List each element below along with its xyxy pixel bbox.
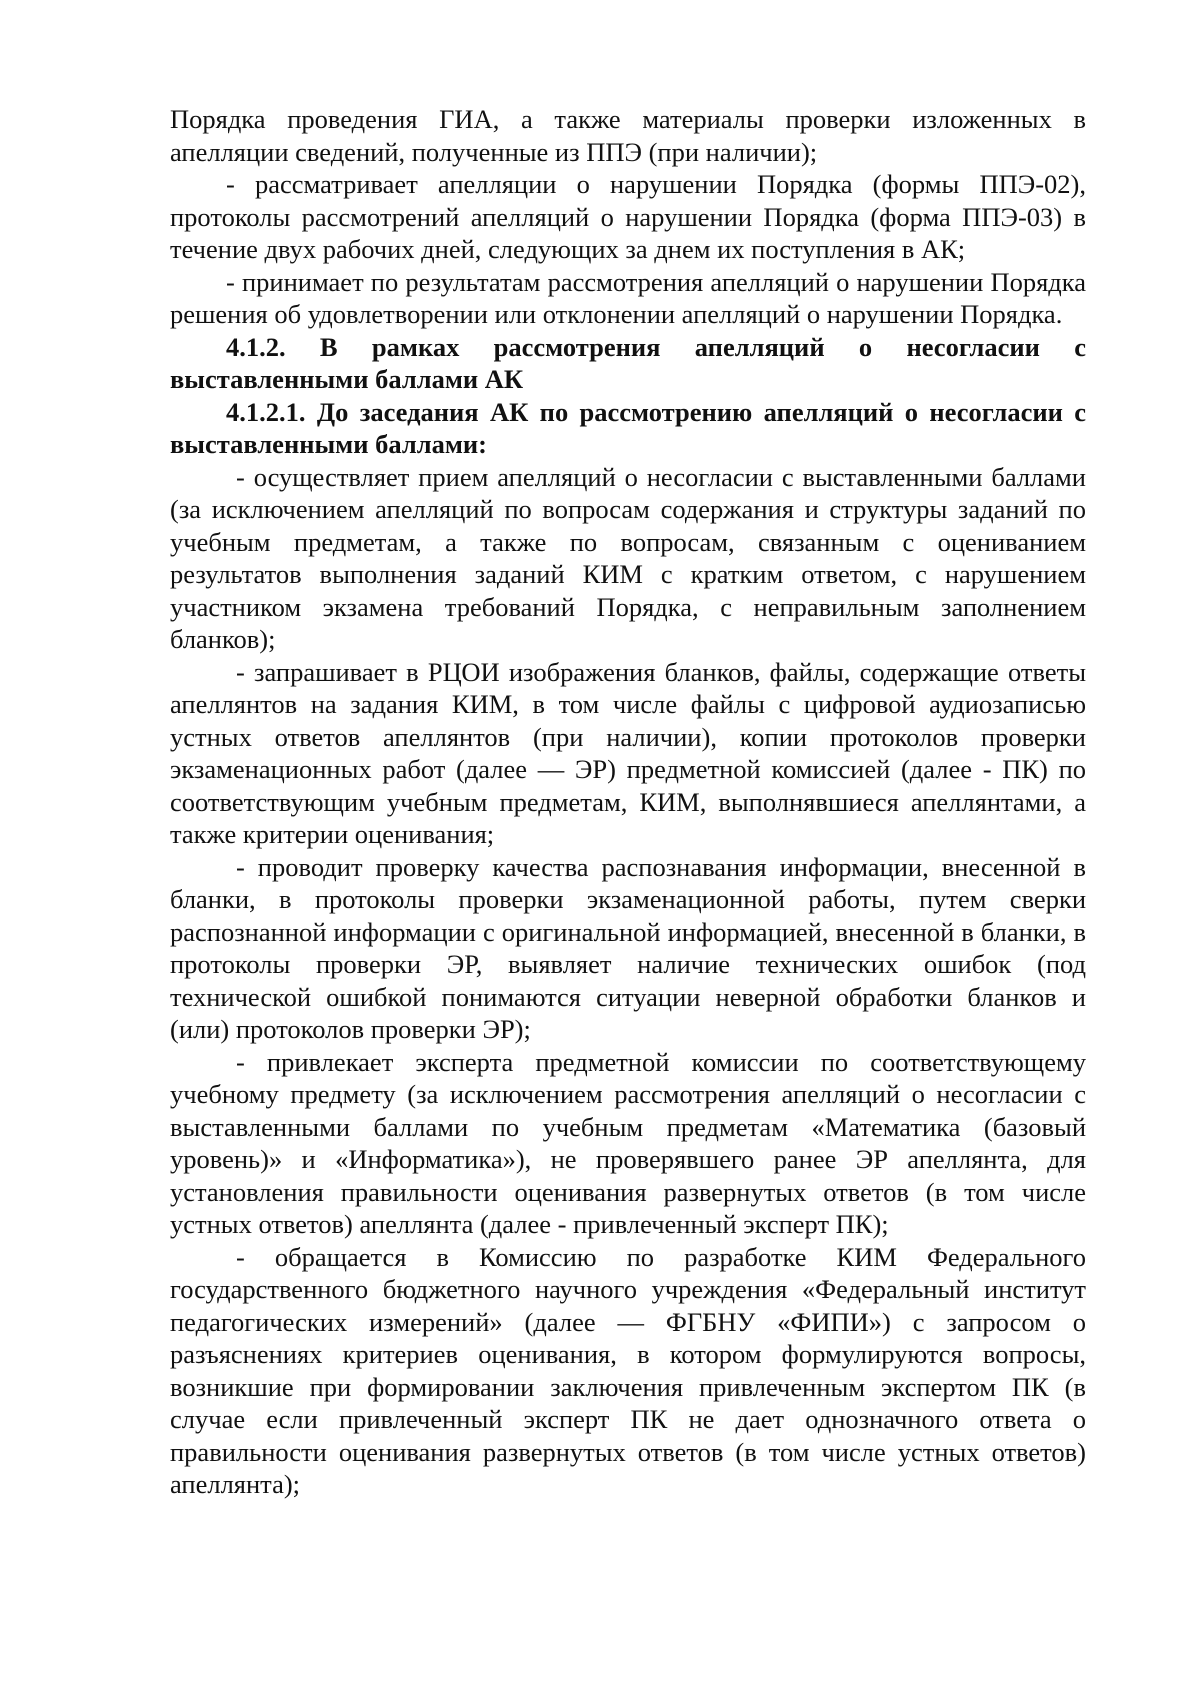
section-heading-4-1-2: 4.1.2. В рамках рассмотрения апелляций о несогласии с выставленными баллами АК <box>170 331 1086 394</box>
list-item-accepts-appeals: - осуществляет прием апелляций о несогласии с выставленными баллами (за исключением апелляций по вопросам содержания и структуры заданий по учебным предметам, а также по вопросам, связанным с оцениванием результатов выполнения заданий КИМ с кратким ответом, с нарушением участником экзамена требований Порядка, с неправильным заполнением бланков); <box>170 461 1086 654</box>
list-item-reviews-appeals: - рассматривает апелляции о нарушении Порядка (формы ППЭ-02), протоколы рассмотрений апелляций о нарушении Порядка (форма ППЭ-03) в течение двух рабочих дней, следующих за днем их поступления в АК; <box>170 169 1086 264</box>
list-item-makes-decisions: - принимает по результатам рассмотрения апелляций о нарушении Порядка решения об удовлетворении или отклонении апелляций о нарушении Порядка. <box>170 266 1086 329</box>
section-heading-4-1-2-1: 4.1.2.1. До заседания АК по рассмотрению апелляций о несогласии с выставленными баллами: <box>170 396 1086 459</box>
list-item-requests-images: - запрашивает в РЦОИ изображения бланков, файлы, содержащие ответы апеллянтов на задания КИМ, в том числе файлы с цифровой аудиозаписью устных ответов апеллянтов (при наличии), копии протоколов проверки экзаменационных работ (далее — ЭР) предметной комиссией (далее - ПК) по соответствующим учебным предметам, КИМ, выполнявшиеся апеллянтами, а также критерии оценивания; <box>170 656 1086 849</box>
list-item-engages-expert: - привлекает эксперта предметной комиссии по соответствующему учебному предмету (за исключением рассмотрения апелляций о несогласии с выставленными баллами по учебным предметам «Математика (базовый уровень)» и «Информатика»), не проверявшего ранее ЭР апеллянта, для установления правильности оценивания развернутых ответов (в том числе устных ответов) апеллянта (далее - привлеченный эксперт ПК); <box>170 1046 1086 1239</box>
paragraph-continuation: Порядка проведения ГИА, а также материалы проверки изложенных в апелляции сведений, полученные из ППЭ (при наличии); <box>170 104 1086 167</box>
list-item-contacts-commission: - обращается в Комиссию по разработке КИМ Федерального государственного бюджетного научного учреждения «Федеральный институт педагогических измерений» (далее — ФГБНУ «ФИПИ») с запросом о разъяснениях критериев оценивания, в котором формулируются вопросы, возникшие при формировании заключения привлеченным экспертом ПК (в случае если привлеченный эксперт ПК не дает однозначного ответа о правильности оценивания развернутых ответов (в том числе устных ответов) апеллянта); <box>170 1241 1086 1499</box>
list-item-checks-recognition: - проводит проверку качества распознавания информации, внесенной в бланки, в протоколы проверки экзаменационной работы, путем сверки распознанной информации с оригинальной информацией, внесенной в бланки, в протоколы проверки ЭР, выявляет наличие технических ошибок (под технической ошибкой понимаются ситуации неверной обработки бланков и (или) протоколов проверки ЭР); <box>170 851 1086 1044</box>
document-text <box>170 103 1086 1501</box>
